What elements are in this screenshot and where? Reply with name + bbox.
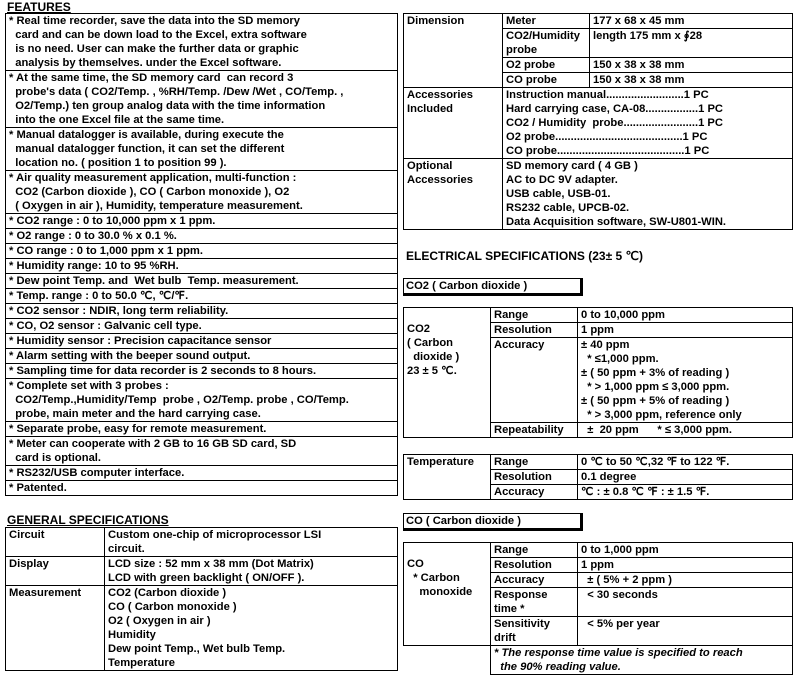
co-label	[404, 543, 491, 646]
temperature-value: 0 ℃ to 50 ℃,32 ℉ to 122 ℉.	[578, 455, 793, 470]
temperature-row	[404, 455, 793, 470]
dimension-value: 150 x 38 x 38 mm	[590, 58, 793, 73]
co-key	[491, 543, 578, 558]
feature-text: * CO2 range : 0 to 10,000 ppm x 1 ppm.	[9, 215, 216, 227]
accessories-label	[404, 88, 503, 159]
accessories-value	[503, 88, 793, 159]
feature-row	[6, 334, 398, 349]
co2-value-line: ± ( 50 ppm + 3% of reading )	[581, 367, 730, 379]
feature-text: probe's data ( CO2/Temp. , %RH/Temp. /Dew /Wet , CO/Temp. ,	[9, 86, 344, 98]
feature-text: * RS232/USB computer interface.	[9, 467, 185, 479]
accessories-line: Hard carrying case, CA-08.................1 PC	[506, 103, 723, 115]
feature-cell	[6, 319, 398, 334]
feature-text: * CO, O2 sensor : Galvanic cell type.	[9, 320, 202, 332]
dimension-label: Dimension	[404, 14, 503, 88]
feature-row	[6, 379, 398, 422]
feature-cell	[6, 379, 398, 422]
feature-text: * At the same time, the SD memory card can record 3	[9, 72, 294, 84]
co-key-line: time *	[494, 603, 525, 615]
co-key-line: Accuracy	[494, 574, 545, 586]
optional-line: Data Acquisition software, SW-U801-WIN.	[506, 216, 727, 228]
feature-cell	[6, 171, 398, 214]
co-key-line: Resolution	[494, 559, 552, 571]
feature-text: ( Oxygen in air ), Humidity, temperature measurement.	[9, 200, 303, 212]
general-title: GENERAL SPECIFICATIONS	[7, 513, 169, 527]
dimension-key-line: CO2/Humidity	[506, 30, 580, 42]
feature-cell	[6, 128, 398, 171]
dimension-key	[503, 14, 590, 29]
co-spec-table	[403, 542, 793, 675]
accessories-label-line: Accessories	[407, 89, 473, 101]
feature-text: * O2 range : 0 to 30.0 % x 0.1 %.	[9, 230, 177, 242]
co-key-line: Sensitivity	[494, 618, 550, 630]
feature-row	[6, 244, 398, 259]
feature-text: * Humidity sensor : Precision capacitance sensor	[9, 335, 272, 347]
temperature-value: ℃ : ± 0.8 ℃ ℉ : ± 1.5 ℉.	[578, 485, 793, 500]
dimension-key-line: Meter	[506, 15, 536, 27]
general-row	[6, 528, 398, 557]
co2-row	[404, 308, 793, 323]
temperature-key: Accuracy	[491, 485, 578, 500]
feature-cell	[6, 14, 398, 71]
general-value-line: Custom one-chip of microprocessor LSI	[108, 529, 322, 541]
general-row	[6, 557, 398, 586]
feature-row	[6, 274, 398, 289]
feature-text: location no. ( position 1 to position 99 ).	[9, 157, 227, 169]
feature-row	[6, 229, 398, 244]
feature-row	[6, 364, 398, 379]
feature-text: probe, main meter and the hard carrying case.	[9, 408, 261, 420]
co2-value	[578, 423, 793, 438]
feature-cell	[6, 334, 398, 349]
feature-text: * Dew point Temp. and Wet bulb Temp. measurement.	[9, 275, 299, 287]
feature-cell	[6, 289, 398, 304]
co-note-line: the 90% reading value.	[494, 661, 621, 673]
accessories-line: CO2 / Humidity probe........................1 PC	[506, 117, 723, 129]
dimension-key-line: O2 probe	[506, 59, 556, 71]
feature-text: * CO range : 0 to 1,000 ppm x 1 ppm.	[9, 245, 203, 257]
feature-text: * Sampling time for data recorder is 2 seconds to 8 hours.	[9, 365, 317, 377]
co-key	[491, 617, 578, 646]
feature-text: CO2/Temp.,Humidity/Temp probe , O2/Temp. probe , CO/Temp.	[9, 394, 349, 406]
feature-cell	[6, 481, 398, 496]
co2-label	[404, 308, 491, 438]
general-value-line: CO2 (Carbon dioxide )	[108, 587, 227, 599]
feature-text: manual datalogger function, it can set the different	[9, 143, 285, 155]
general-value-line: LCD with green backlight ( ON/OFF ).	[108, 572, 305, 584]
feature-cell	[6, 437, 398, 466]
feature-row	[6, 422, 398, 437]
electrical-title: ELECTRICAL SPECIFICATIONS (23± 5 ℃)	[406, 249, 643, 263]
optional-line: AC to DC 9V adapter.	[506, 174, 618, 186]
feature-row	[6, 466, 398, 481]
co2-heading-box: CO2 ( Carbon dioxide )	[403, 278, 583, 296]
general-value	[105, 586, 398, 671]
optional-label-line: Optional	[407, 160, 453, 172]
feature-row	[6, 259, 398, 274]
feature-text: * Temp. range : 0 to 50.0 ℃, ℃/℉.	[9, 290, 189, 302]
co2-key: Resolution	[491, 323, 578, 338]
co2-key: Range	[491, 308, 578, 323]
feature-row	[6, 171, 398, 214]
temperature-key: Resolution	[491, 470, 578, 485]
feature-text: * CO2 sensor : NDIR, long term reliability.	[9, 305, 229, 317]
feature-text: * Alarm setting with the beeper sound output.	[9, 350, 251, 362]
co-key	[491, 573, 578, 588]
general-value-line: Dew point Temp., Wet bulb Temp.	[108, 643, 286, 655]
dimension-key-line: probe	[506, 44, 538, 56]
feature-text: * Humidity range: 10 to 95 %RH.	[9, 260, 179, 272]
co2-label-line: 23 ± 5 ℃.	[407, 365, 457, 377]
general-value-line: O2 ( Oxygen in air )	[108, 615, 211, 627]
co-key-line: drift	[494, 632, 516, 644]
co-row	[404, 543, 793, 558]
accessories-label-line: Included	[407, 103, 453, 115]
feature-row	[6, 289, 398, 304]
optional-line: RS232 cable, UPCB-02.	[506, 202, 630, 214]
optional-label-line: Accessories	[407, 174, 473, 186]
general-row	[6, 586, 398, 671]
temperature-value: 0.1 degree	[578, 470, 793, 485]
feature-text: * Separate probe, easy for remote measurement.	[9, 423, 267, 435]
co-label-line: monoxide	[407, 586, 473, 598]
feature-cell	[6, 274, 398, 289]
temperature-spec-table	[403, 454, 793, 500]
co-key-line: Response	[494, 589, 548, 601]
optional-line: USB cable, USB-01.	[506, 188, 611, 200]
co-heading-box: CO ( Carbon dioxide )	[403, 513, 583, 531]
optional-value	[503, 159, 793, 230]
feature-text: card and can be down load to the Excel, extra software	[9, 29, 307, 41]
feature-cell	[6, 214, 398, 229]
feature-row	[6, 214, 398, 229]
optional-label	[404, 159, 503, 230]
dimension-accessories-table	[403, 13, 793, 230]
feature-cell	[6, 229, 398, 244]
optional-line: SD memory card ( 4 GB )	[506, 160, 638, 172]
general-value-line: LCD size : 52 mm x 38 mm (Dot Matrix)	[108, 558, 314, 570]
co-note-row	[404, 646, 793, 675]
co2-value-line: 1 ppm	[581, 324, 614, 336]
general-label: Display	[6, 557, 105, 586]
feature-row	[6, 128, 398, 171]
general-value-line: Temperature	[108, 657, 175, 669]
general-label: Measurement	[6, 586, 105, 671]
feature-text: O2/Temp.) ten group analog data with the time information	[9, 100, 326, 112]
accessories-line: CO probe.........................................1 PC	[506, 145, 710, 157]
dimension-key	[503, 58, 590, 73]
feature-text: CO2 (Carbon dioxide ), CO ( Carbon monoxide ), O2	[9, 186, 290, 198]
feature-text: card is optional.	[9, 452, 102, 464]
feature-row	[6, 481, 398, 496]
co2-value-line: * ≤1,000 ppm.	[581, 353, 659, 365]
dimension-key	[503, 73, 590, 88]
co2-value-line: * > 1,000 ppm ≤ 3,000 ppm.	[581, 381, 730, 393]
general-value	[105, 528, 398, 557]
feature-text: * Complete set with 3 probes :	[9, 380, 169, 392]
co-value: 1 ppm	[578, 558, 793, 573]
feature-text: * Patented.	[9, 482, 67, 494]
feature-text: * Manual datalogger is available, during execute the	[9, 129, 284, 141]
co2-key: Repeatability	[491, 423, 578, 438]
co2-spec-table	[403, 307, 793, 438]
dimension-value: length 175 mm x ∮28	[590, 29, 793, 58]
feature-text: * Real time recorder, save the data into the SD memory	[9, 15, 300, 27]
feature-text: analysis by themselves. under the Excel software.	[9, 57, 282, 69]
feature-cell	[6, 466, 398, 481]
co2-value-line: 0 to 10,000 ppm	[581, 309, 665, 321]
accessories-line: Instruction manual.........................1 PC	[506, 89, 709, 101]
feature-text: * Meter can cooperate with 2 GB to 16 GB SD card, SD	[9, 438, 297, 450]
feature-text: into the one Excel file at the same time.	[9, 114, 225, 126]
feature-cell	[6, 364, 398, 379]
general-value	[105, 557, 398, 586]
feature-row	[6, 437, 398, 466]
accessories-line: O2 probe.........................................1 PC	[506, 131, 708, 143]
co-key	[491, 558, 578, 573]
feature-cell	[6, 259, 398, 274]
co2-value	[578, 308, 793, 323]
co-key-line: Range	[494, 544, 529, 556]
dimension-value: 150 x 38 x 38 mm	[590, 73, 793, 88]
feature-text: is no need. User can make the further data or graphic	[9, 43, 299, 55]
feature-cell	[6, 422, 398, 437]
co-key	[491, 588, 578, 617]
feature-cell	[6, 304, 398, 319]
co2-value-line: ± 20 ppm * ≤ 3,000 ppm.	[581, 424, 732, 436]
dimension-value: 177 x 68 x 45 mm	[590, 14, 793, 29]
co2-label-line: ( Carbon	[407, 337, 453, 349]
co-value: ± ( 5% + 2 ppm )	[578, 573, 793, 588]
co2-key: Accuracy	[491, 338, 578, 423]
co2-value	[578, 338, 793, 423]
general-value-line: circuit.	[108, 543, 145, 555]
temperature-key: Range	[491, 455, 578, 470]
feature-row	[6, 319, 398, 334]
feature-cell	[6, 244, 398, 259]
general-table	[5, 527, 398, 671]
co-value: 0 to 1,000 ppm	[578, 543, 793, 558]
feature-cell	[6, 349, 398, 364]
co-note	[491, 646, 793, 675]
dimension-key-line: CO probe	[506, 74, 557, 86]
general-label: Circuit	[6, 528, 105, 557]
feature-row	[6, 14, 398, 71]
co2-value-line: * > 3,000 ppm, reference only	[581, 409, 742, 421]
co2-value-line: ± 40 ppm	[581, 339, 630, 351]
general-value-line: Humidity	[108, 629, 156, 641]
dimension-key	[503, 29, 590, 58]
feature-text: * Air quality measurement application, multi-function :	[9, 172, 297, 184]
co-label-line: CO	[407, 558, 424, 570]
dimension-row	[404, 14, 793, 29]
co2-label-line: CO2	[407, 323, 431, 335]
temperature-label: Temperature	[404, 455, 491, 500]
feature-row	[6, 71, 398, 128]
feature-cell	[6, 71, 398, 128]
co2-value	[578, 323, 793, 338]
features-table	[5, 13, 398, 496]
co-note-spacer	[404, 646, 491, 675]
general-value-line: CO ( Carbon monoxide )	[108, 601, 237, 613]
accessories-row	[404, 88, 793, 159]
feature-row	[6, 304, 398, 319]
co-label-line: * Carbon	[407, 572, 460, 584]
co2-label-line: dioxide )	[407, 351, 460, 363]
feature-row	[6, 349, 398, 364]
co2-value-line: ± ( 50 ppm + 5% of reading )	[581, 395, 730, 407]
co-note-line: * The response time value is specified to reach	[494, 647, 743, 659]
features-title: FEATURES	[7, 0, 71, 14]
optional-row	[404, 159, 793, 230]
co-value: < 5% per year	[578, 617, 793, 646]
co-value: < 30 seconds	[578, 588, 793, 617]
